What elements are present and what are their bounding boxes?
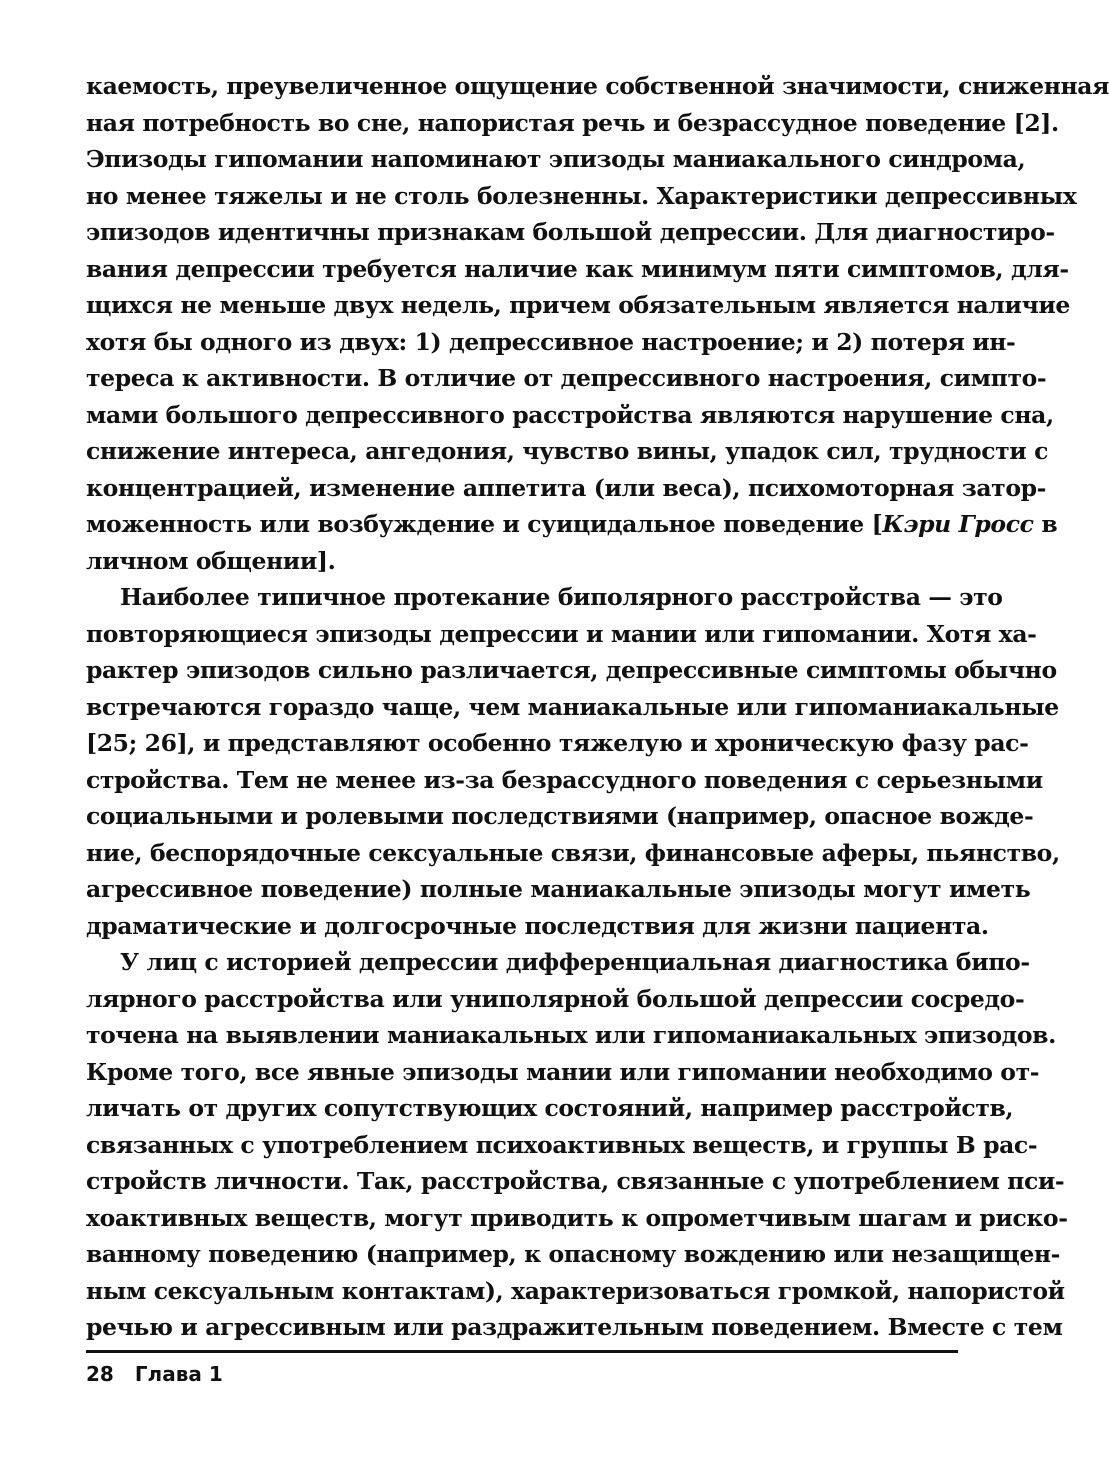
text-line: [25; 26], и представляют особенно тяжелую и хроническую фазу рас- xyxy=(86,729,1029,757)
text-line: ным сексуальным контактам), характеризоваться громкой, напористой xyxy=(86,1276,1065,1305)
text-line: хоактивных веществ, могут приводить к опрометчивым шагам и риско- xyxy=(86,1203,1068,1232)
citation-author: Кэри Гросс xyxy=(882,510,1034,538)
text-line: рактер эпизодов сильно различается, депрессивные симптомы обычно xyxy=(86,656,1057,684)
text-line: Кроме того, все явные эпизоды мании или гипомании необходимо от- xyxy=(86,1057,1040,1086)
body-text xyxy=(86,68,1109,1346)
paragraph-2 xyxy=(86,579,1060,944)
text-line: каемость, преувеличенное ощущение собственной значимости, сниженная xyxy=(86,72,1109,100)
text-line: драматические и долгосрочные последствия для жизни пациента. xyxy=(86,911,989,940)
text-line: речью и агрессивным или раздражительным поведением. Вместе с тем xyxy=(86,1313,1063,1341)
text-line: ние, беспорядочные сексуальные связи, финансовые аферы, пьянство, xyxy=(86,838,1060,867)
text-line: ная потребность во сне, напористая речь и безрассудное поведение [2]. xyxy=(86,108,1059,137)
text-line-with-citation xyxy=(86,506,1058,543)
text-line: мами большого депрессивного расстройства являются нарушение сна, xyxy=(86,400,1054,429)
text-line: ванному поведению (например, к опасному вождению или незащищен- xyxy=(86,1240,1061,1268)
text-line: встречаются гораздо чаще, чем маниакальные или гипоманиакальные xyxy=(86,692,1059,721)
text-line: снижение интереса, ангедония, чувство вины, упадок сил, трудности с xyxy=(86,437,1048,465)
text-line: личать от других сопутствующих состояний, например расстройств, xyxy=(86,1094,1014,1122)
text-line: но менее тяжелы и не столь болезненны. Характеристики депрессивных xyxy=(86,181,1077,210)
text-line: щихся не меньше двух недель, причем обязательным является наличие xyxy=(86,291,1070,319)
text-line: стройства. Тем не менее из-за безрассудного поведения с серьезными xyxy=(86,765,1043,794)
text-line: Наиболее типичное протекание биполярного расстройства — это xyxy=(120,583,1003,611)
text-line: концентрацией, изменение аппетита (или веса), психомоторная затор- xyxy=(86,473,1046,502)
text-line: повторяющиеся эпизоды депрессии и мании или гипомании. Хотя ха- xyxy=(86,619,1037,648)
page-footer xyxy=(86,1362,223,1386)
text-line: лярного расстройства или униполярной большой депрессии сосредо- xyxy=(86,984,1025,1013)
text-segment: моженность или возбуждение и суицидальное поведение [ xyxy=(86,510,883,538)
text-line: тереса к активности. В отличие от депрессивного настроения, симпто- xyxy=(86,364,1047,392)
text-line: агрессивное поведение) полные маниакальные эпизоды могут иметь xyxy=(86,875,1031,903)
text-segment: в xyxy=(1033,510,1058,538)
text-line: хотя бы одного из двух: 1) депрессивное настроение; и 2) потеря ин- xyxy=(86,327,1016,356)
footer-divider xyxy=(86,1350,958,1353)
chapter-label: Глава 1 xyxy=(134,1362,223,1386)
text-line: личном общении]. xyxy=(86,546,336,575)
paragraph-1 xyxy=(86,68,1109,579)
text-line: Эпизоды гипомании напоминают эпизоды маниакального синдрома, xyxy=(86,145,1026,173)
text-line: точена на выявлении маниакальных или гипоманиакальных эпизодов. xyxy=(86,1021,1056,1049)
text-line: социальными и ролевыми последствиями (например, опасное вожде- xyxy=(86,802,1034,830)
text-line: вания депрессии требуется наличие как минимум пяти симптомов, для- xyxy=(86,254,1069,283)
paragraph-3 xyxy=(86,944,1068,1346)
text-line: стройств личности. Так, расстройства, связанные с употреблением пси- xyxy=(86,1167,1065,1195)
text-line: связанных с употреблением психоактивных веществ, и группы В рас- xyxy=(86,1130,1038,1159)
page-number: 28 xyxy=(86,1362,114,1386)
text-line: эпизодов идентичны признакам большой депрессии. Для диагностиро- xyxy=(86,218,1055,246)
text-line: У лиц с историей депрессии дифференциальная диагностика бипо- xyxy=(120,948,1030,976)
